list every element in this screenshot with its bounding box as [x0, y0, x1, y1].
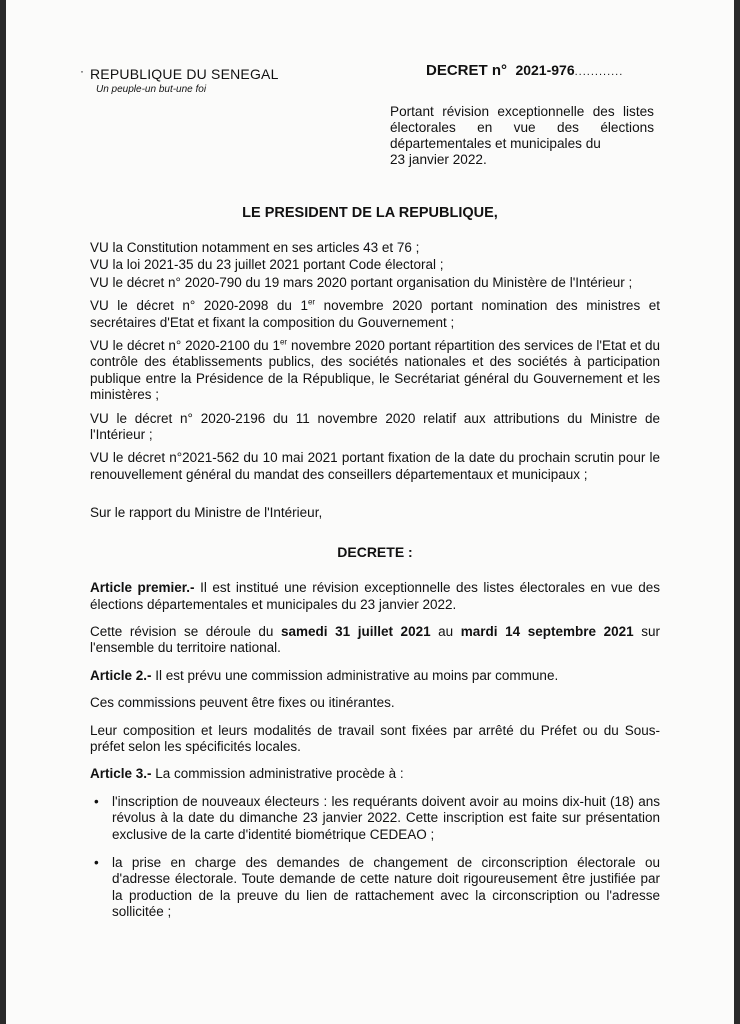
vu-clause: VU le décret n° 2020-2098 du 1er novembre 2020 portant nomination des ministres et secrétaires d'Etat et fixant la composition du Gouvernement ; — [90, 297, 660, 330]
subject-line: 23 janvier 2022. — [390, 152, 487, 167]
article-2-paragraph: Ces commissions peuvent être fixes ou itinérantes. — [90, 695, 395, 711]
bullet-icon: • — [94, 854, 99, 870]
decree-number: 2021-976 — [515, 62, 575, 78]
decree-label: DECRET n° — [426, 62, 507, 79]
bullet-icon: • — [94, 793, 99, 809]
document-page — [6, 0, 734, 1024]
article-3: Article 3.- La commission administrative procède à : — [90, 766, 404, 782]
subject-line: départementales et municipales du — [390, 136, 601, 151]
article-title: Article premier.- — [90, 580, 195, 596]
list-item: • la prise en charge des demandes de changement de circonscription électorale ou d'adresse électorale. Toute demande de cette nature doit rigoureusement être justifiée par la production de la preuve du lien de rattachement avec la circonscription ou l'adresse sollicitée ; — [94, 854, 660, 920]
issuer-block: · REPUBLIQUE DU SENEGAL Un peuple-un but-une foi — [80, 64, 279, 95]
president-heading: LE PRESIDENT DE LA REPUBLIQUE, — [242, 205, 498, 221]
article-1: Article premier.- Il est institué une révision exceptionnelle des listes électorales en vue des élections départementales et municipales du 23 janvier 2022. — [90, 580, 660, 612]
decree-body — [90, 240, 660, 933]
vu-clause: VU le décret n° 2020-2100 du 1er novembre 2020 portant répartition des services de l'Etat et du contrôle des établissements publics, des sociétés nationales et des sociétés à participation publique entre la Présidence de la République, le Secrétariat général du Gouvernement et les ministères ; — [90, 337, 660, 403]
vu-clause: VU la Constitution notamment en ses articles 43 et 76 ; — [90, 240, 420, 255]
decree-number-block — [426, 62, 623, 80]
decrete-heading: DECRETE : — [337, 543, 413, 560]
vu-clause: VU le décret n° 2020-2196 du 11 novembre 2020 relatif aux attributions du Ministre de l'Intérieur ; — [90, 410, 660, 443]
article-title: Article 3.- — [90, 766, 152, 782]
subject-line: Portant révision exceptionnelle des — [390, 104, 615, 119]
rapport-line: Sur le rapport du Ministre de l'Intérieur, — [90, 505, 323, 521]
decree-subject — [390, 104, 654, 168]
subject-line: listes électorales en vue des élections — [390, 104, 654, 135]
vu-clause: VU le décret n°2021-562 du 10 mai 2021 portant fixation de la date du prochain scrutin pour le renouvellement général du mandat des conseillers départementaux et municipaux ; — [90, 450, 660, 482]
article-2: Article 2.- Il est prévu une commission administrative au moins par commune. — [90, 667, 559, 683]
vu-clause: VU la loi 2021-35 du 23 juillet 2021 portant Code électoral ; — [90, 257, 444, 273]
list-item: • l'inscription de nouveaux électeurs : les requérants doivent avoir au moins dix-huit (18) ans révolus à la date du dimanche 23 janvier 2022. Cette inscription est faite sur présentation exclusive de la carte d'identité biométrique CEDEAO ; — [94, 793, 660, 842]
article-1-period: Cette révision se déroule du samedi 31 juillet 2021 au mardi 14 septembre 2021 sur l'ensemble du territoire national. — [90, 623, 660, 656]
article-title: Article 2.- — [90, 667, 152, 683]
vu-clause: VU le décret n° 2020-790 du 19 mars 2020 portant organisation du Ministère de l'Intérieur ; — [90, 274, 633, 290]
republic-name: REPUBLIQUE DU SENEGAL — [90, 66, 279, 82]
national-motto: Un peuple-un but-une foi — [96, 84, 207, 95]
decree-dots: ............ — [574, 66, 624, 78]
article-2-paragraph: Leur composition et leurs modalités de travail sont fixées par arrêté du Préfet ou du Sous-préfet selon les spécificités locales. — [90, 722, 660, 754]
article-3-list — [90, 794, 660, 921]
